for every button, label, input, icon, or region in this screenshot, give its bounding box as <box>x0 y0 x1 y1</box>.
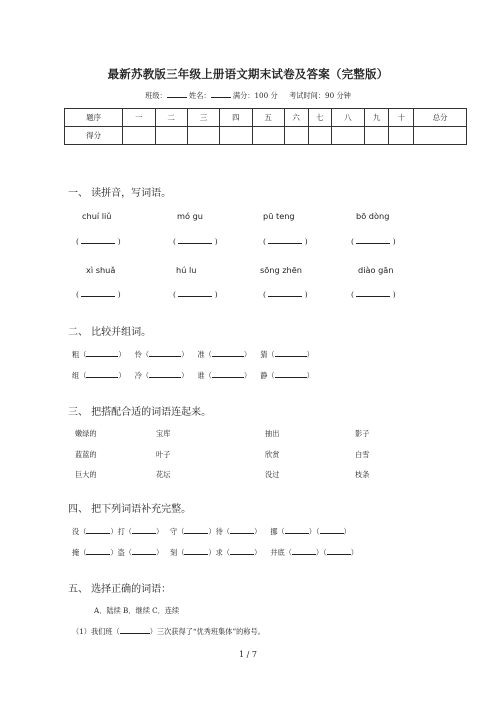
match-word: 宝库 <box>156 429 171 438</box>
match-word: 枝条 <box>355 470 370 479</box>
answer-blank[interactable]: ( ) <box>173 237 218 246</box>
section-5-title: 五、 选择正确的词语： <box>68 584 172 595</box>
score-cell <box>155 127 187 145</box>
match-word: 没过 <box>265 470 280 479</box>
score-cell <box>389 127 414 145</box>
exam-info-line <box>0 90 496 101</box>
question-1: （1）我们班（ ）三次获得了“优秀班集体”的称号。 <box>72 627 265 636</box>
table-header-cell: 十 <box>389 109 414 127</box>
section-1-title: 一、 读拼音，写词语。 <box>68 188 172 199</box>
score-cell <box>123 127 155 145</box>
match-word: 抽出 <box>265 429 280 438</box>
match-word: 影子 <box>355 429 370 438</box>
match-word: 花坛 <box>156 470 171 479</box>
pinyin: pū teng <box>263 211 295 221</box>
answer-blank[interactable]: ( ) <box>76 290 121 299</box>
name-blank <box>211 90 231 98</box>
match-word: 白雪 <box>355 450 370 459</box>
pinyin: chuí liǔ <box>82 211 112 221</box>
section-4-title: 四、 把下列词语补充完整。 <box>68 504 192 515</box>
idiom-row: 掩（ ）盗（ ） 刻（ ）求（ ） 井底（ ）（ ） <box>72 548 358 557</box>
name-label: 姓名： <box>189 91 211 100</box>
score-cell <box>187 127 219 145</box>
section-2-title: 二、 比较并组词。 <box>68 327 152 338</box>
table-header-cell: 八 <box>332 109 364 127</box>
pinyin: diào gān <box>358 265 394 275</box>
score-cell <box>332 127 364 145</box>
match-word: 叶子 <box>156 450 171 459</box>
class-label: 班级： <box>145 91 167 100</box>
page-number: 1 / 7 <box>239 650 257 659</box>
score-cell <box>364 127 389 145</box>
table-header-cell: 总分 <box>414 109 467 127</box>
score-cell <box>220 127 252 145</box>
answer-blank[interactable]: ( ) <box>351 237 396 246</box>
word-row: 粗（ ） 怜（ ） 准（ ） 猜（ ） <box>72 350 314 359</box>
score-row-label: 得分 <box>65 127 123 145</box>
table-header-cell: 二 <box>155 109 187 127</box>
table-header-cell: 九 <box>364 109 389 127</box>
table-header-cell: 五 <box>252 109 284 127</box>
score-table <box>64 108 467 145</box>
document-title: 最新苏教版三年级上册语文期末试卷及答案（完整版） <box>107 67 389 81</box>
match-word: 巨大的 <box>75 470 97 479</box>
match-word: 蓝蓝的 <box>75 450 97 459</box>
word-row: 组（ ） 冷（ ） 谁（ ） 静（ ） <box>72 371 314 380</box>
answer-blank[interactable]: ( ) <box>173 290 218 299</box>
option-list: A．陆续 B．继续 C．连续 <box>94 606 180 615</box>
score-table-header-row <box>65 109 467 127</box>
answer-blank[interactable]: ( ) <box>76 237 121 246</box>
score-cell <box>284 127 308 145</box>
score-cell <box>308 127 332 145</box>
table-header-cell: 七 <box>308 109 332 127</box>
score-cell <box>252 127 284 145</box>
table-header-cell: 一 <box>123 109 155 127</box>
pinyin: sōng zhēn <box>260 265 302 275</box>
idiom-row: 没（ ）打（ ） 守（ ）待（ ） 挪（ ）（ ） <box>72 527 351 536</box>
score-table-score-row <box>65 127 467 145</box>
answer-blank[interactable]: ( ) <box>263 237 308 246</box>
table-header-cell: 四 <box>220 109 252 127</box>
table-header-cell: 六 <box>284 109 308 127</box>
match-word: 欣赏 <box>265 450 280 459</box>
pinyin: bō dòng <box>356 211 390 221</box>
pinyin: mó gu <box>177 211 203 221</box>
pinyin: hú lu <box>176 265 197 275</box>
table-header-cell: 题序 <box>65 109 123 127</box>
answer-blank[interactable]: ( ) <box>351 290 396 299</box>
section-3-title: 三、 把搭配合适的词语连起来。 <box>68 407 212 418</box>
answer-blank[interactable]: ( ) <box>263 290 308 299</box>
score-label: 满分：100 分 <box>232 91 278 100</box>
pinyin: xì shuǎ <box>86 265 116 275</box>
class-blank <box>167 90 187 98</box>
score-cell <box>414 127 467 145</box>
match-word: 嫩绿的 <box>75 429 97 438</box>
table-header-cell: 三 <box>187 109 219 127</box>
time-label: 考试时间：90 分钟 <box>289 91 351 100</box>
